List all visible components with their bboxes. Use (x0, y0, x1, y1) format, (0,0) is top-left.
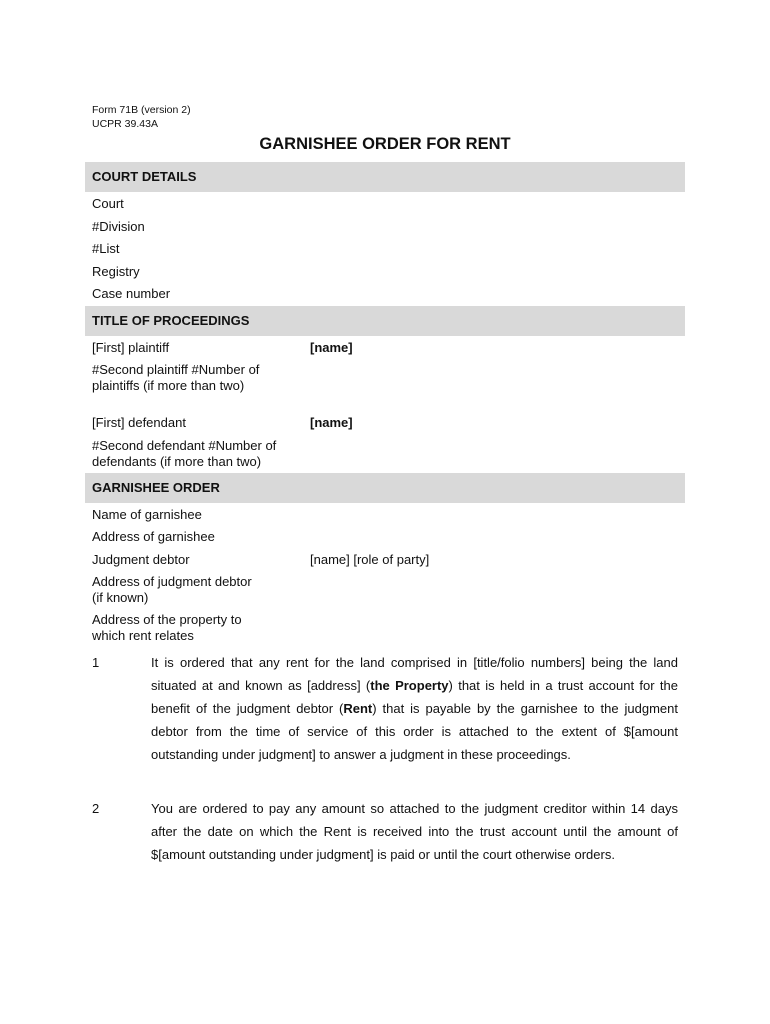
paragraph-1-part-b: ) that is held in a trust account for the benefit of the judgment debtor ( (151, 678, 679, 716)
field-label-list: #List (92, 241, 120, 256)
field-label-first-defendant: [First] defendant (92, 415, 186, 430)
address-property-line-1: Address of the property to (92, 612, 242, 627)
paragraph-text-2: You are ordered to pay any amount so attached to the judgment creditor within 14 days after the date on which the Rent is received into the trust account until the amount of $[amount outstanding under judgment] is paid or until the court otherwise orders. (151, 801, 678, 862)
field-label-case-number: Case number (92, 286, 171, 301)
field-label-division: #Division (92, 219, 145, 234)
address-debtor-line-1: Address of judgment debtor (92, 574, 252, 589)
field-label-judgment-debtor: Judgment debtor (92, 552, 190, 567)
paragraph-1-part-c: ) that is payable by the garnishee to the judgment debtor from the time of service of this order is attached to the extent of $[amount outstanding under judgment] to answer a judgment in these proceedings. (151, 701, 678, 762)
field-value-judgment-debtor: [name] [role of party] (310, 552, 430, 567)
field-value-first-plaintiff: [name] (310, 340, 353, 355)
section-heading-court-details: COURT DETAILS (85, 162, 685, 192)
paragraph-text-1 (151, 651, 678, 766)
document-title: GARNISHEE ORDER FOR RENT (259, 135, 511, 153)
field-label-address-of-judgment-debtor (92, 574, 252, 606)
field-value-first-defendant: [name] (310, 415, 353, 430)
paragraph-number-1: 1 (92, 655, 100, 670)
form-reference (92, 103, 191, 131)
field-label-name-of-garnishee: Name of garnishee (92, 507, 202, 522)
rule-reference: UCPR 39.43A (92, 118, 158, 130)
field-label-address-of-property (92, 612, 242, 644)
field-label-second-plaintiff (92, 362, 259, 394)
second-defendant-line-1: #Second defendant #Number of (92, 438, 277, 453)
field-label-second-defendant (92, 438, 276, 470)
paragraph-1-part-a: It is ordered that any rent for the land comprised in [title/folio numbers] being the land situated at and known as [address] ( (151, 655, 678, 693)
form-number: Form 71B (version 2) (92, 104, 191, 116)
second-plaintiff-line-2: plaintiffs (if more than two) (92, 378, 245, 393)
address-debtor-line-2: (if known) (92, 590, 149, 605)
field-label-first-plaintiff: [First] plaintiff (92, 340, 170, 355)
field-label-address-of-garnishee: Address of garnishee (92, 529, 215, 544)
defined-term-rent: Rent (343, 701, 373, 716)
second-defendant-line-2: defendants (if more than two) (92, 454, 262, 469)
field-label-registry: Registry (92, 264, 140, 279)
paragraph-number-2: 2 (92, 801, 100, 816)
second-plaintiff-line-1: #Second plaintiff #Number of (92, 362, 260, 377)
section-heading-title-of-proceedings: TITLE OF PROCEEDINGS (85, 306, 685, 336)
field-label-court: Court (92, 196, 124, 211)
section-heading-garnishee-order: GARNISHEE ORDER (85, 473, 685, 503)
address-property-line-2: which rent relates (92, 628, 194, 643)
defined-term-the-property: the Property (370, 678, 449, 693)
